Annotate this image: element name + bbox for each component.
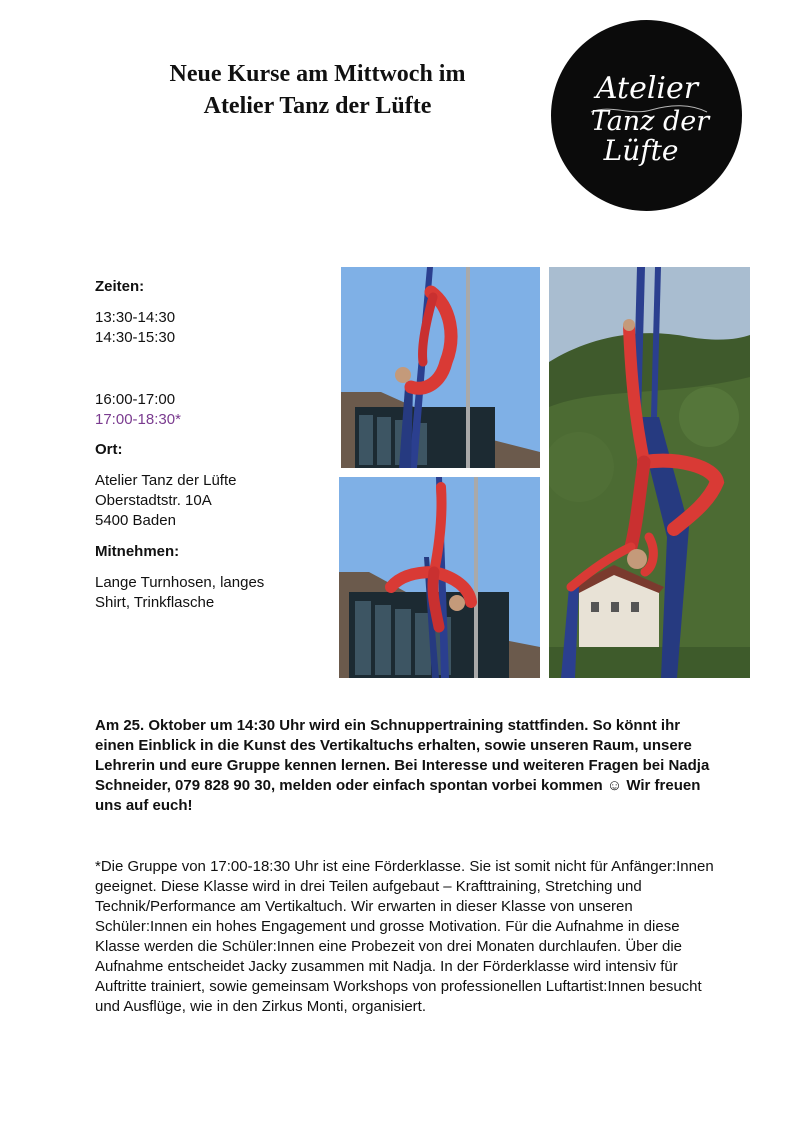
- atelier-logo-icon: [551, 20, 742, 211]
- location-line-1: Atelier Tanz der Lüfte: [95, 472, 237, 489]
- bring-label: Mitnehmen:: [95, 543, 180, 560]
- aerial-photo-1: [341, 267, 540, 468]
- trial-training-notice: Am 25. Oktober um 14:30 Uhr wird ein Schnuppertraining stattfinden. So könnt ihr einen Einblick in die Kunst des Vertikaltuchs erhalten, sowie unseren Raum, unsere Lehrerin und eure Gruppe kennen lernen. Bei Interesse und weiteren Fragen bei Nadja Schneider, 079 828 90 30, melden oder einfach spontan vorbei kommen ☺ Wir freuen uns auf euch!: [95, 717, 710, 814]
- time-slot-2: 14:30-15:30: [95, 329, 176, 346]
- aerial-photo-2: [339, 477, 540, 678]
- time-slot-4: 17:00-18:30*: [95, 411, 181, 428]
- advanced-class-footnote: *Die Gruppe von 17:00-18:30 Uhr ist eine Förderklasse. Sie ist somit nicht für Anfänger:Innen geeignet. Diese Klasse wird in drei Teilen aufgebaut – Krafttraining, Stretching und Technik/Performance am Vertikaltuch. Wir erwarten in dieser Klasse von unseren Schüler:Innen ein hohes Engagement und grosse Motivation. Für die Aufnahme in diese Klasse werden die Schüler:Innen eine Probezeit von drei Monaten durchlaufen. Über die Aufnahme entscheidet Jacky zusammen mit Nadja. In der Förderklasse wird intensiv für Auftritte trainiert, sowie gemeinsam Workshops von professionellen Luftartist:Innen besucht und Ausflüge, wie in den Zirkus Monti, organisiert.: [95, 858, 714, 1015]
- time-slot-3: 16:00-17:00: [95, 391, 176, 408]
- atelier-logo: [551, 20, 742, 211]
- bring-line-2: Shirt, Trinkflasche: [95, 594, 215, 611]
- title-line-1: Neue Kurse am Mittwoch im: [169, 61, 466, 87]
- times-label: Zeiten:: [95, 278, 145, 295]
- page-title: [100, 58, 535, 122]
- location-line-3: 5400 Baden: [95, 512, 176, 529]
- title-line-2: Atelier Tanz der Lüfte: [203, 93, 432, 119]
- aerial-photo-3: [549, 267, 750, 678]
- bring-line-1: Lange Turnhosen, langes: [95, 574, 265, 591]
- logo-text-3: Lüfte: [603, 134, 679, 167]
- time-slot-1: 13:30-14:30: [95, 309, 176, 326]
- logo-text-1: Atelier: [595, 71, 699, 106]
- location-label: Ort:: [95, 441, 123, 458]
- logo-text-2: Tanz der: [590, 106, 710, 137]
- location-line-2: Oberstadtstr. 10A: [95, 492, 212, 509]
